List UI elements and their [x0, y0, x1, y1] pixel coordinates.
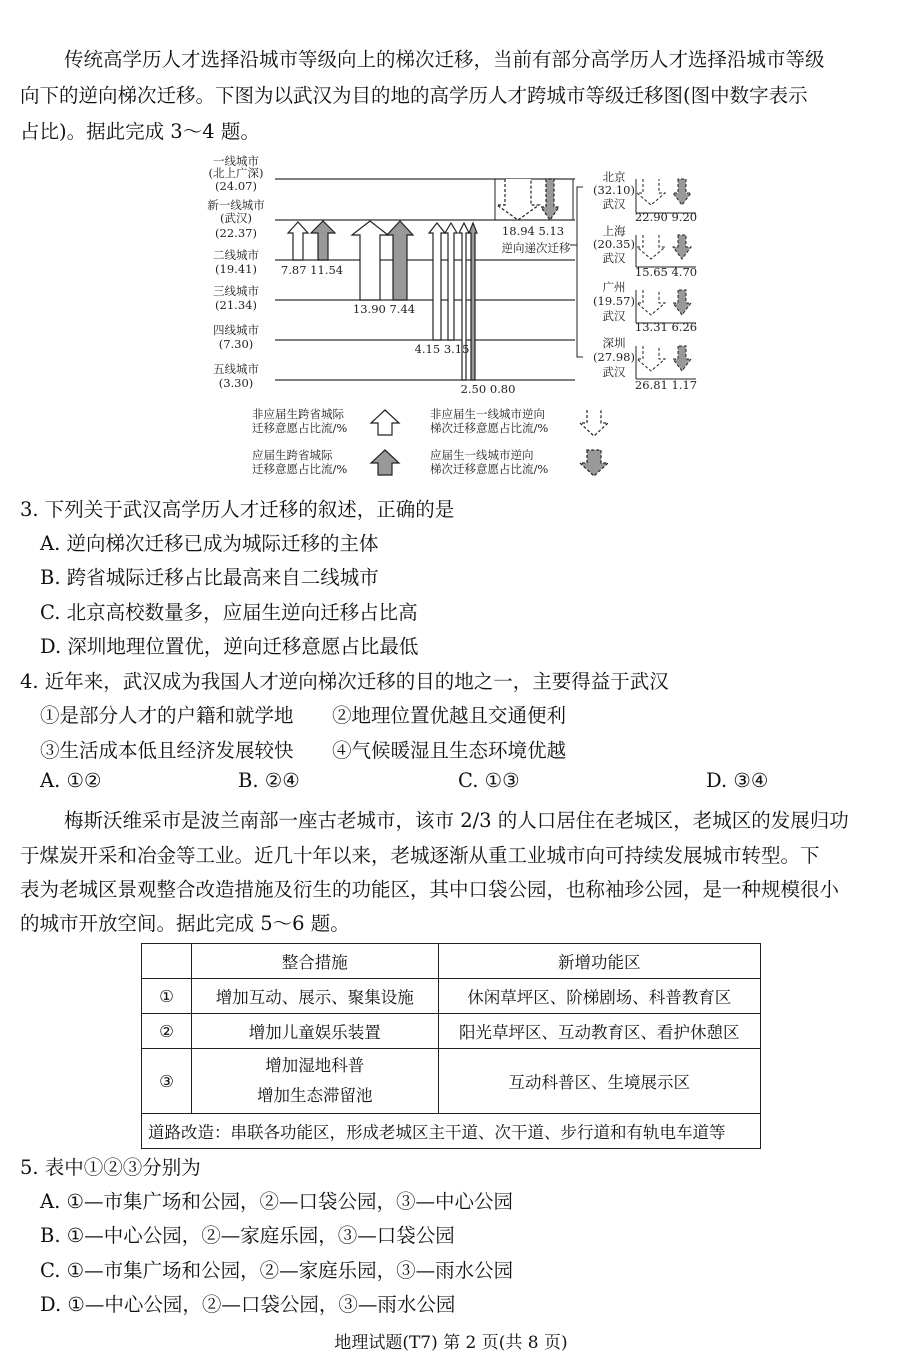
level-2-sub: (武汉) [220, 211, 252, 225]
row-number: ② [142, 1014, 192, 1049]
bar-label-reverse: 18.94 5.13 [501, 224, 565, 238]
row-number: ③ [142, 1049, 192, 1114]
q5-stem: 5. 表中①②③分别为 [20, 1156, 201, 1179]
level-5-val: (7.30) [218, 337, 254, 351]
table-header-row [142, 944, 761, 979]
city-3-name: 广州 [602, 280, 626, 294]
city-3-nums: 13.31 6.26 [634, 320, 698, 334]
table-footer-row [142, 1114, 761, 1149]
city-1-nums: 22.90 9.20 [634, 210, 698, 224]
q4-option-c: C. ①③ [458, 769, 520, 792]
table-header-functions: 新增功能区 [438, 944, 760, 979]
q3-option-c: C. 北京高校数量多，应届生逆向迁移占比高 [40, 601, 418, 624]
row-measure: 增加互动、展示、聚集设施 [191, 979, 438, 1014]
level-3-name: 二线城市 [213, 248, 259, 262]
table-row [142, 1049, 761, 1114]
q3-option-d: D. 深圳地理位置优，逆向迁移意愿占比最低 [40, 635, 419, 658]
intro-line-3: 占比)。据此完成 3～4 题。 [20, 120, 260, 143]
level-4-val: (21.34) [215, 298, 257, 312]
q4-option-a: A. ①② [40, 769, 102, 792]
level-1-val: (24.07) [215, 179, 257, 193]
row-measure: 增加儿童娱乐装置 [191, 1014, 438, 1049]
intro2-line-4: 的城市开放空间。据此完成 5～6 题。 [20, 912, 350, 935]
row-function: 阳光草坪区、互动教育区、看护休憩区 [438, 1014, 760, 1049]
table-header-measures: 整合措施 [191, 944, 438, 979]
bar-label-tier5: 2.50 0.80 [460, 382, 516, 396]
city-4-val: (27.98) [593, 350, 635, 364]
row-function: 互动科普区、生境展示区 [438, 1049, 760, 1114]
city-4-nums: 26.81 1.17 [634, 378, 698, 392]
q3-stem: 3. 下列关于武汉高学历人才迁移的叙述，正确的是 [20, 498, 455, 521]
intro2-line-2: 于煤炭开采和冶金等工业。近几十年以来，老城逐渐从重工业城市向可持续发展城市转型。下 [20, 844, 820, 867]
table-header-blank [142, 944, 192, 979]
legend-4-l1: 应届生一线城市逆向 [430, 448, 534, 462]
legend-3-l1: 非应届生一线城市逆向 [430, 407, 545, 421]
level-6-val: (3.30) [218, 376, 254, 390]
q3-option-a: A. 逆向梯次迁移已成为城际迁移的主体 [40, 532, 379, 555]
intro-line-1: 传统高学历人才选择沿城市等级向上的梯次迁移，当前有部分高学历人才选择沿城市等级 [64, 48, 825, 71]
legend-dashed-arrow-icon [580, 410, 608, 436]
row-function: 休闲草坪区、阶梯剧场、科普教育区 [438, 979, 760, 1014]
city-2-val: (20.35) [593, 237, 635, 251]
legend-hollow-arrow-icon [371, 410, 399, 435]
level-4-name: 三线城市 [213, 284, 259, 298]
legend-3-l2: 梯次迁移意愿占比流/% [430, 421, 549, 435]
level-1-name: 一线城市 [213, 154, 259, 168]
legend-gray-arrow-icon [371, 450, 399, 475]
level-6-name: 五线城市 [213, 362, 259, 376]
table-footer: 道路改造：串联各功能区，形成老城区主干道、次干道、步行道和有轨电车道等 [142, 1114, 761, 1149]
q4-statement-3: ③生活成本低且经济发展较快 [40, 739, 294, 762]
row-measure-line-1: 增加湿地科普 [265, 1056, 365, 1075]
city-2-nums: 15.65 4.70 [634, 265, 698, 279]
q3-option-b: B. 跨省城际迁移占比最高来自二线城市 [40, 566, 379, 589]
bar-label-tier4: 4.15 3.15 [414, 342, 470, 356]
legend-2-l1: 应届生跨省城际 [252, 448, 333, 462]
q5-option-a: A. ①—市集广场和公园，②—口袋公园，③—中心公园 [40, 1190, 513, 1213]
level-2-name: 新一线城市 [207, 198, 265, 212]
city-1-dest: 武汉 [602, 197, 626, 211]
legend-4-l2: 梯次迁移意愿占比流/% [430, 462, 549, 476]
q4-statement-2: ②地理位置优越且交通便利 [332, 704, 567, 727]
level-2-val: (22.37) [215, 226, 257, 240]
legend-2-l2: 迁移意愿占比流/% [252, 462, 348, 476]
bar-label-tier2: 7.87 11.54 [280, 263, 344, 277]
row-measure [191, 1049, 438, 1114]
reverse-migration-label: 逆向递次迁移 [501, 241, 571, 255]
city-1-val: (32.10) [593, 183, 635, 197]
city-4-dest: 武汉 [602, 365, 626, 379]
bar-label-tier3: 13.90 7.44 [352, 302, 416, 316]
city-2-name: 上海 [602, 224, 626, 238]
table-row [142, 979, 761, 1014]
city-2-dest: 武汉 [602, 251, 626, 265]
table-row [142, 1014, 761, 1049]
intro-line-2: 向下的逆向梯次迁移。下图为以武汉为目的地的高学历人才跨城市等级迁移图(图中数字表示 [20, 84, 808, 107]
city-3-dest: 武汉 [602, 309, 626, 323]
q5-option-d: D. ①—中心公园，②—口袋公园，③—雨水公园 [40, 1293, 456, 1316]
intro2-line-1: 梅斯沃维采市是波兰南部一座古老城市，该市 2/3 的人口居住在老城区，老城区的发展归功 [64, 809, 849, 832]
city-3-val: (19.57) [593, 294, 635, 308]
intro2-line-3: 表为老城区景观整合改造措施及衍生的功能区，其中口袋公园，也称袖珍公园，是一种规模很小 [20, 878, 840, 901]
q5-option-c: C. ①—市集广场和公园，②—家庭乐园，③—雨水公园 [40, 1259, 514, 1282]
row-measure-line-2: 增加生态滞留池 [256, 1086, 373, 1105]
page-footer: 地理试题(T7) 第 2 页(共 8 页) [334, 1333, 568, 1353]
city-1-name: 北京 [602, 170, 626, 184]
legend-1-l1: 非应届生跨省城际 [252, 407, 344, 421]
q4-statement-4: ④气候暖湿且生态环境优越 [332, 739, 567, 762]
level-5-name: 四线城市 [213, 323, 259, 337]
q4-option-d: D. ③④ [706, 769, 769, 792]
measures-table [141, 943, 761, 1149]
legend-dashed-gray-arrow-icon [580, 450, 608, 476]
q4-statement-1: ①是部分人才的户籍和就学地 [40, 704, 294, 727]
legend-1-l2: 迁移意愿占比流/% [252, 421, 348, 435]
city-4-name: 深圳 [602, 336, 626, 350]
q5-option-b: B. ①—中心公园，②—家庭乐园，③—口袋公园 [40, 1224, 455, 1247]
q4-option-b: B. ②④ [238, 769, 300, 792]
migration-figure [200, 154, 710, 485]
row-number: ① [142, 979, 192, 1014]
level-3-val: (19.41) [215, 262, 257, 276]
level-1-sub: (北上广深) [208, 166, 264, 180]
q4-stem: 4. 近年来，武汉成为我国人才逆向梯次迁移的目的地之一，主要得益于武汉 [20, 670, 669, 693]
